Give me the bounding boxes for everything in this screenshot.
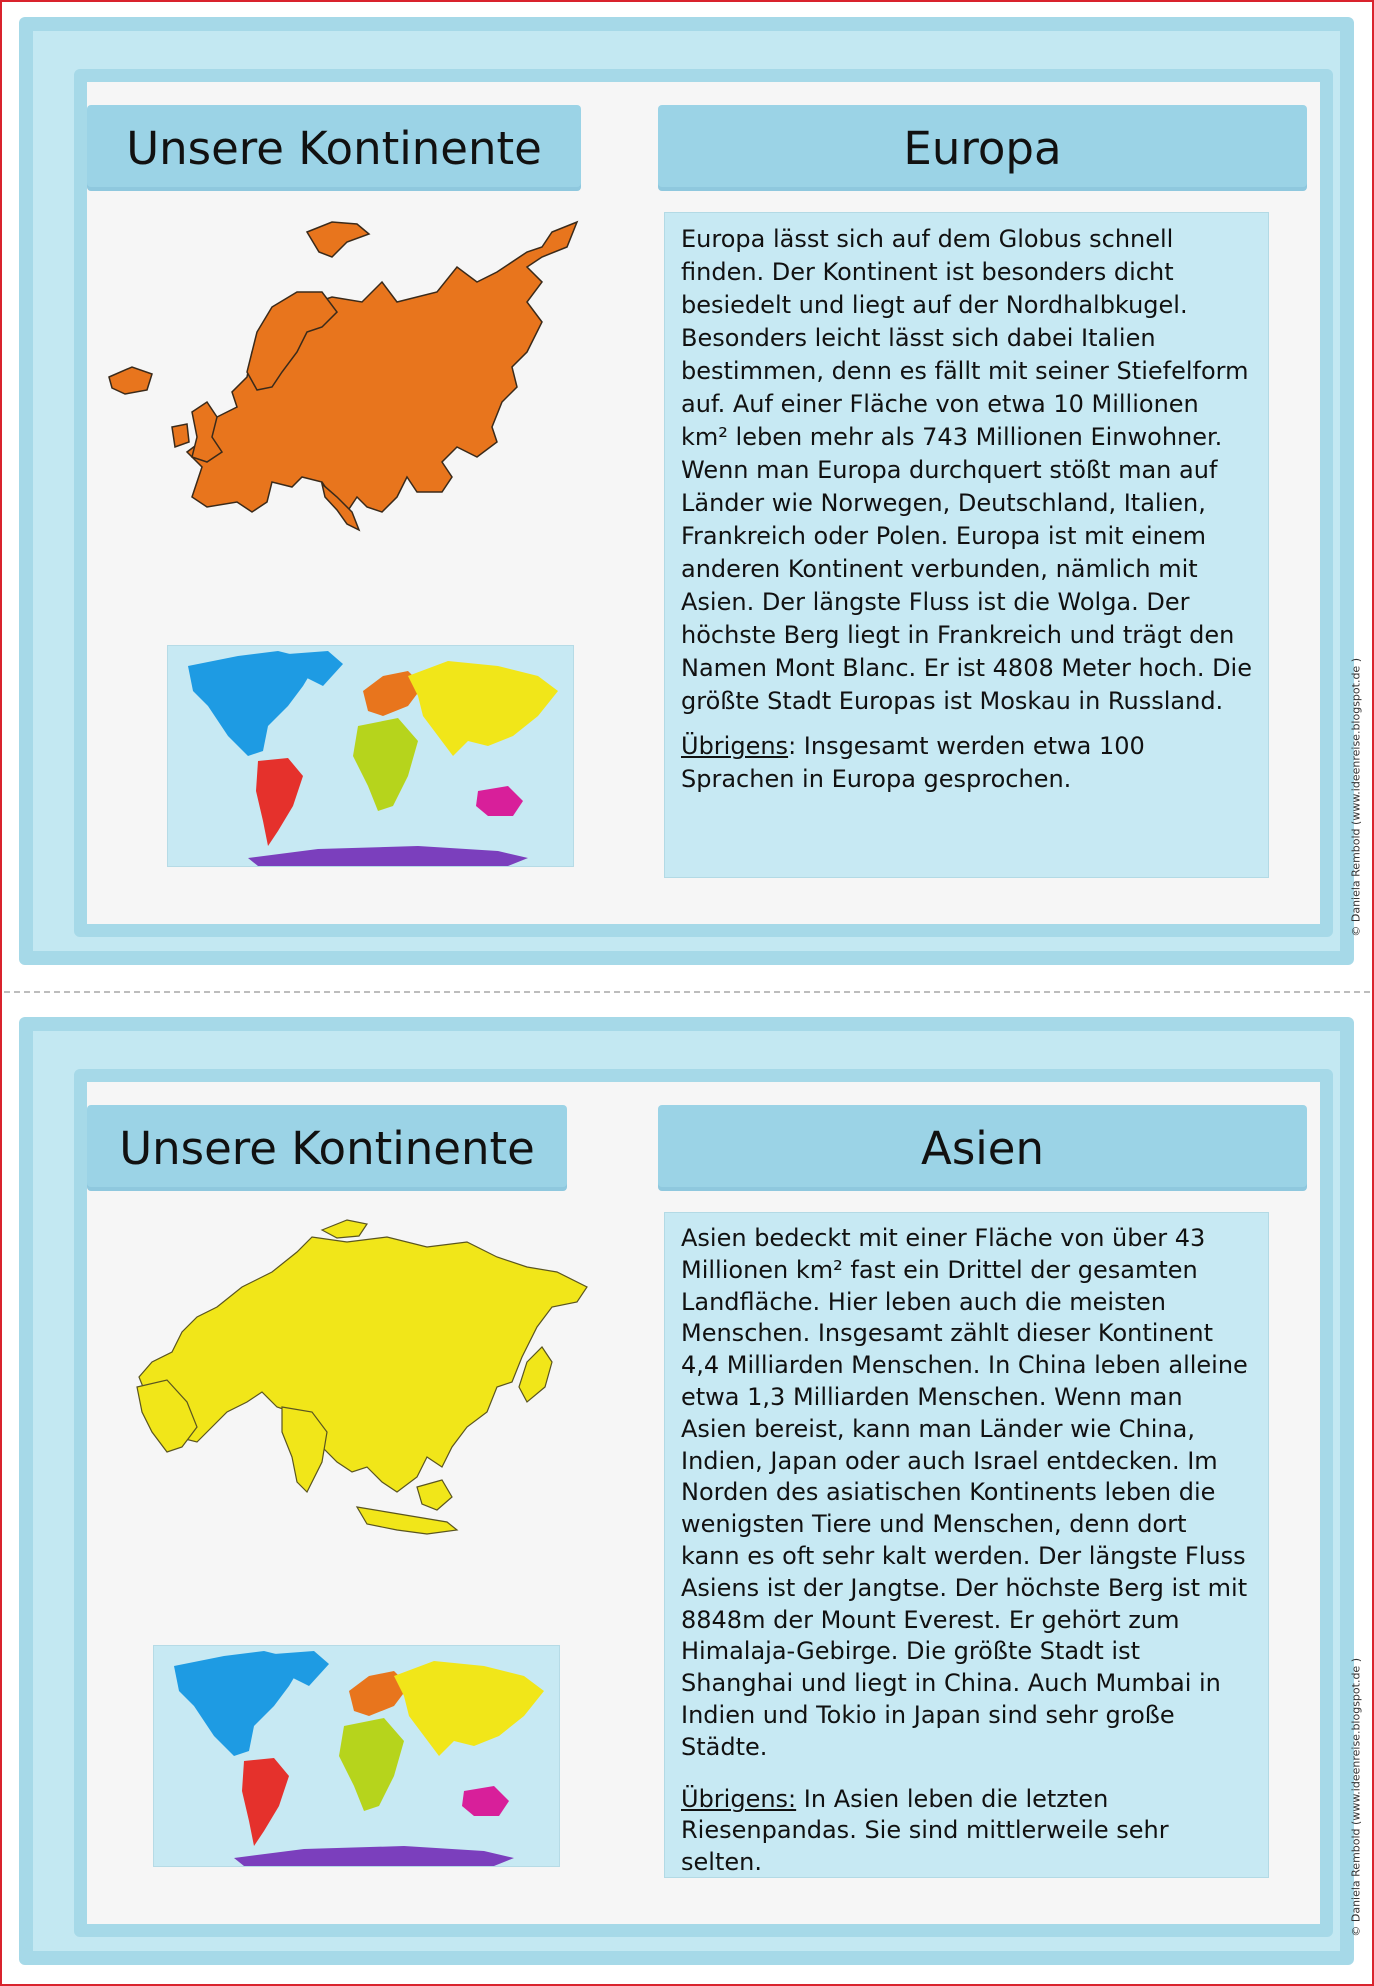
card-panel <box>74 69 1333 937</box>
note-label: Übrigens <box>681 732 789 760</box>
copyright-credit: © Daniela Rembold (www.ideenreise.blogspot.de ) <box>1350 1658 1363 1937</box>
world-map-thumbnail <box>153 1645 560 1867</box>
description-text: Europa lässt sich auf dem Globus schnell finden. Der Kontinent ist besonders dicht besiedelt und liegt auf der Nordhalbkugel. Besonders leicht lässt sich dabei Italien bestimmen, denn es fällt mit seiner Stiefelform auf. Auf einer Fläche von etwa 10 Millionen km² leben mehr als 743 Millionen Einwohner. Wenn man Europa durchquert stößt man auf Länder wie Norwegen, Deutschland, Italien, Frankreich oder Polen. Europa ist mit einem anderen Kontinent verbunden, nämlich mit Asien. Der längste Fluss ist die Wolga. Der höchste Berg liegt in Frankreich und trägt den Namen Mont Blanc. Er ist 4808 Meter hoch. Die größte Stadt Europas ist Moskau in Russland. <box>681 225 1252 715</box>
arctic-islands-shape <box>322 1220 367 1238</box>
iceland-shape <box>109 367 152 394</box>
europe-shape <box>187 222 577 512</box>
description-box <box>664 1212 1269 1878</box>
continent-title: Asien <box>658 1105 1307 1191</box>
note-paragraph <box>681 1784 1252 1879</box>
asia-shape <box>139 1237 587 1492</box>
indonesia-shape <box>357 1507 457 1534</box>
note-paragraph <box>681 730 1252 796</box>
continent-title: Europa <box>658 105 1307 191</box>
note-text: In Asien leben die letzten Riesenpandas. Sie sind mittlerweile sehr selten. <box>681 1784 1169 1877</box>
ireland-shape <box>172 424 189 447</box>
note-label: Übrigens: <box>681 1784 797 1813</box>
asia-map <box>97 1212 657 1642</box>
header-tab: Unsere Kontinente <box>87 105 581 191</box>
description-box <box>664 212 1269 878</box>
svalbard-shape <box>307 222 369 257</box>
copyright-credit: © Daniela Rembold (www.ideenreise.blogspot.de ) <box>1350 658 1363 937</box>
header-tab: Unsere Kontinente <box>87 1105 567 1191</box>
world-map-thumbnail <box>167 645 574 867</box>
note-text: : Insgesamt werden etwa 100 Sprachen in Europa gesprochen. <box>681 732 1145 793</box>
japan-shape <box>519 1347 552 1402</box>
borneo-shape <box>417 1480 452 1510</box>
europe-map <box>97 212 637 642</box>
continent-card-asien <box>19 1017 1363 1965</box>
cut-line <box>4 991 1370 993</box>
card-panel <box>74 1069 1333 1937</box>
description-text: Asien bedeckt mit einer Fläche von über 43 Millionen km² fast ein Drittel der gesamten Landfläche. Hier leben auch die meisten Menschen. Insgesamt zählt dieser Kontinent 4,4 Milliarden Menschen. In China leben alleine etwa 1,3 Milliarden Menschen. Wenn man Asien bereist, kann man Länder wie China, Indien, Japan oder auch Israel entdecken. Im Norden des asiatischen Kontinents leben die wenigsten Tiere und Menschen, denn dort kann es oft sehr kalt werden. Der längste Fluss Asiens ist der Jangtse. Der höchste Berg ist mit 8848m der Mount Everest. Er gehört zum Himalaja-Gebirge. Die größte Stadt ist Shanghai und liegt in China. Auch Mumbai in Indien und Tokio in Japan sind sehr große Städte. <box>681 1224 1248 1761</box>
continent-card-europa <box>19 17 1363 965</box>
